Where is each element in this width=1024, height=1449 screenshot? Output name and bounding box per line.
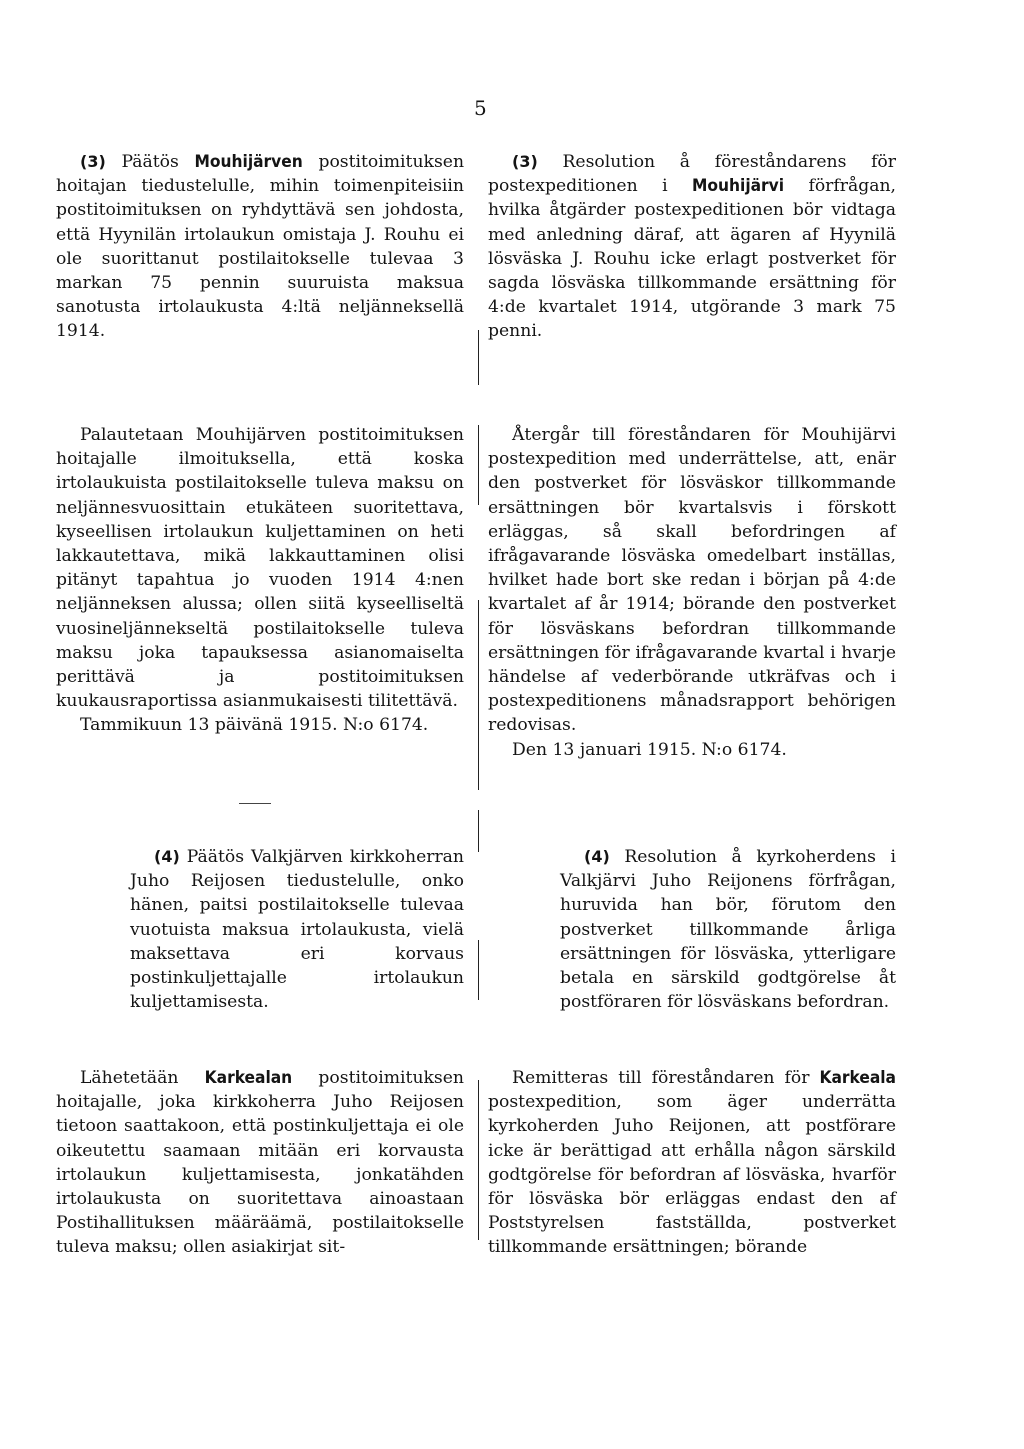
section-4-sv-reply bbox=[488, 1066, 896, 1260]
section-4-fi-decision bbox=[130, 845, 464, 1014]
section-divider bbox=[239, 803, 271, 804]
reply-paragraph: Återgår till föreståndaren för Mouhijärvi postexpedition med underrättelse, att, enär den postverket för lösväskor tillkommande ersättningen bör kvartalsvis i förskott erläggas, så skall befordringen af ifrågavarande lösväska omedelbart inställas, hvilket hade bort ske redan i början på 4:de kvartalet af år 1914; börande den postverket för lösväskans befordran tillkommande ersättningen för ifrågavarande kvartal i hvarje händelse af vederbörande utkräfvas och i postexpeditionens månadsrapport behörigen redovisas. bbox=[488, 425, 896, 736]
section-number: (3) bbox=[512, 152, 538, 171]
reply-paragraph: Palautetaan Mouhijärven postitoimituksen hoitajalle ilmoituksella, että koska irtolaukuista postilaitokselle tuleva maksu on neljännesvuosittain etukäteen suoritettava, kyseellisen irtolaukun kuljettaminen on heti lakkautettava, mikä lakkauttaminen olisi pitänyt tapahtua jo vuoden 1914 4:nen neljänneksen alussa; ollen siitä kyseelliseltä vuosineljännekseltä postilaitokselle tuleva maksu joka tapauksessa asianomaiselta perittävä ja postitoimituksen kuukausraportissa asianmukaisesti tilitettävä. bbox=[56, 425, 464, 712]
section-number: (3) bbox=[80, 152, 106, 171]
reply-text: postexpedition, som äger underrätta kyrkoherden Juho Reijonen, att postförare icke är berättigad att erhålla någon särskild godtgörelse för befordran af lösväska, hvarför för lösväska bör erläggas endast den af Poststyrelsen fastställda, postverket tillkommande ersättningen; börande bbox=[488, 1092, 896, 1258]
column-rule bbox=[478, 330, 479, 385]
decision-lead: Resolution å föreståndarens för postexpeditionen i bbox=[488, 152, 896, 197]
place-name: Mouhijärvi bbox=[691, 176, 785, 197]
reply-lead: Remitteras till föreståndaren för bbox=[512, 1068, 810, 1088]
reply-paragraph bbox=[56, 1066, 464, 1260]
reply-paragraph bbox=[488, 1066, 896, 1260]
decision-paragraph bbox=[130, 845, 464, 1014]
decision-text: postitoimituksen hoitajan tiedustelulle, mihin toimenpiteisiin postitoimituksen on ryhdyttävä sen johdosta, että Hyynilän irtolaukun omistaja J. Rouhu ei ole suorittanut postilaitokselle tulevaa 3 markan 75 pennin suuruista maksua sanotusta irtolaukusta 4:ltä neljänneksellä 1914. bbox=[56, 152, 465, 342]
decision-text: Päätös Valkjärven kirkkoherran Juho Reijosen tiedustelulle, onko hänen, paitsi postilaitokselle tulevaa vuotuista maksua irtolaukusta, vielä maksettava eri korvaus postinkuljettajalle irtolaukun kuljettamisesta. bbox=[130, 847, 464, 1013]
section-number: (4) bbox=[584, 847, 610, 866]
decision-lead: Päätös bbox=[121, 152, 179, 172]
decision-paragraph bbox=[560, 845, 896, 1014]
decision-text: Resolution å kyrkoherdens i Valkjärvi Juho Reijonens förfrågan, huruvida han bör, förutom den postverket tillkommande årliga ersättningen för lösväska, ytterligare betala en särskild godtgörelse åt postföraren för lösväskans befordran. bbox=[560, 847, 896, 1013]
section-number: (4) bbox=[154, 847, 180, 866]
date-line: Den 13 januari 1915. N:o 6174. bbox=[512, 739, 787, 760]
section-4-fi-reply bbox=[56, 1066, 464, 1260]
date-line: Tammikuun 13 päivänä 1915. N:o 6174. bbox=[80, 715, 429, 736]
reply-lead: Lähetetään bbox=[80, 1068, 179, 1088]
place-name: Karkealan bbox=[204, 1068, 293, 1088]
section-3-sv-decision bbox=[488, 150, 896, 344]
section-3-fi-reply bbox=[56, 423, 464, 738]
column-rule bbox=[478, 1080, 479, 1240]
section-3-fi-decision bbox=[56, 150, 464, 344]
column-rule bbox=[478, 600, 479, 790]
column-rule bbox=[478, 810, 479, 852]
decision-text: förfrågan, hvilka åtgärder postexpeditionen bör vidtaga med anledning däraf, att ägaren af Hyynilä lösväska J. Rouhu icke erlagt postverket för sagda lösväska tillkommande ersättning för 4:de kvartalet 1914, utgörande 3 mark 75 penni. bbox=[488, 176, 897, 342]
column-rule bbox=[478, 940, 479, 1000]
reply-text: postitoimituksen hoitajalle, joka kirkkoherra Juho Reijosen tietoon saattakoon, että postinkuljettaja ei ole oikeutettu saamaan mitään eri korvausta irtolaukun kuljettamisesta, jonkatähden irtolaukusta on suoritettava ainoastaan Postihallituksen määräämä, postilaitokselle tuleva maksu; ollen asiakirjat sit- bbox=[56, 1068, 464, 1258]
page-number: 5 bbox=[474, 96, 487, 120]
decision-paragraph bbox=[488, 150, 896, 344]
place-name: Mouhijärven bbox=[194, 152, 303, 172]
section-4-sv-decision bbox=[560, 845, 896, 1014]
column-rule bbox=[478, 425, 479, 505]
place-name: Karkeala bbox=[819, 1068, 896, 1088]
decision-paragraph bbox=[56, 150, 464, 344]
section-3-sv-reply bbox=[488, 423, 896, 762]
